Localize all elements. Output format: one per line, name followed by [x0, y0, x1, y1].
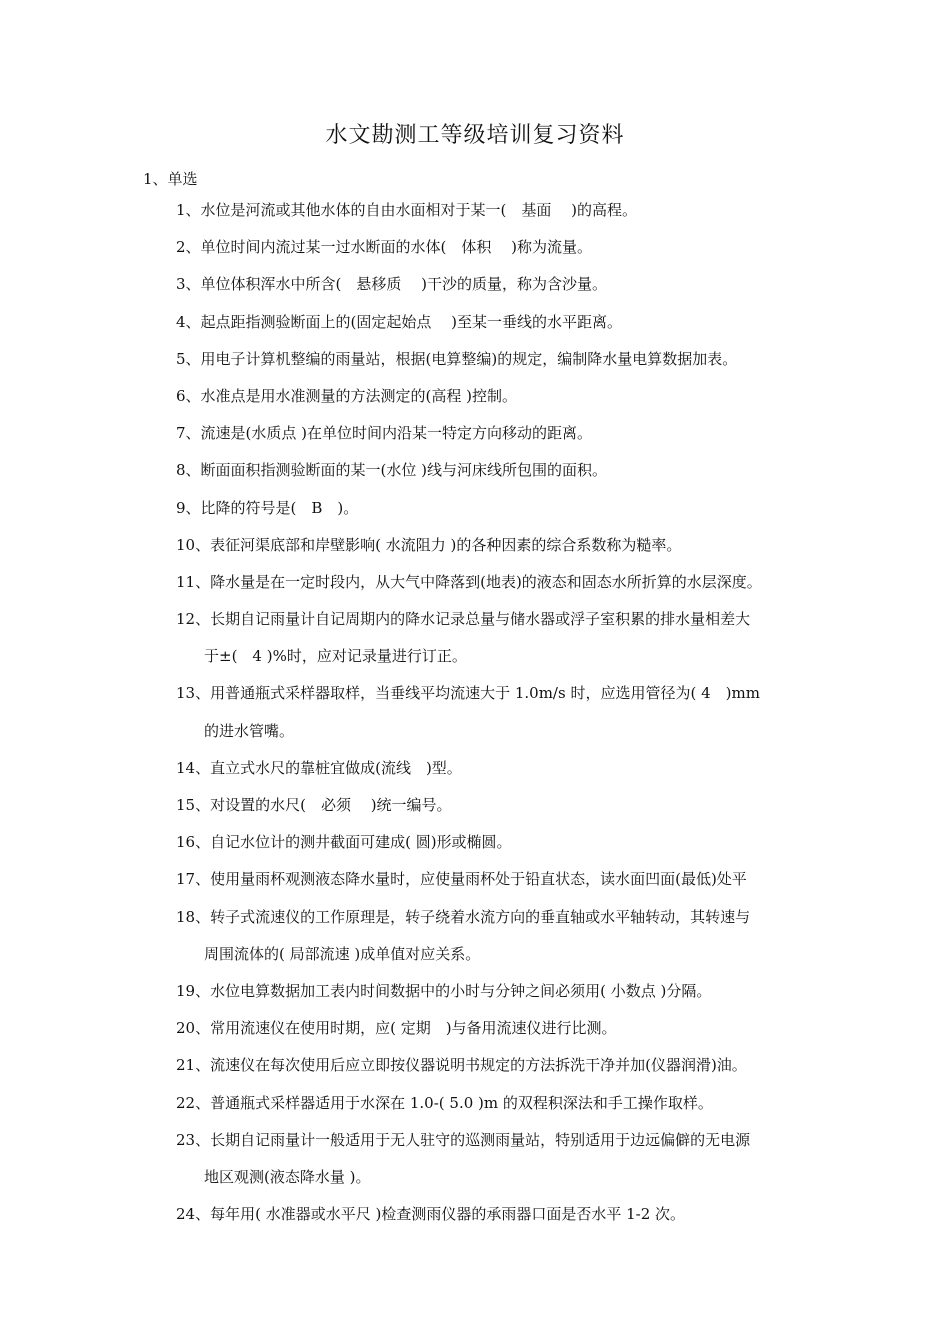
question-line: 24、每年用( 水准器或水平尺 )检查测雨仪器的承雨器口面是否水平 1-2 次。 [176, 1205, 686, 1224]
question-line: 8、断面面积指测验断面的某一(水位 )线与河床线所包围的面积。 [176, 461, 608, 480]
question-line: 16、自记水位计的测井截面可建成( 圆)形或椭圆。 [176, 833, 512, 852]
question-line: 4、起点距指测验断面上的(固定起始点 )至某一垂线的水平距离。 [176, 312, 623, 331]
section-heading: 1、单选 [143, 170, 198, 188]
question-line: 7、流速是(水质点 )在单位时间内沿某一特定方向移动的距离。 [176, 424, 593, 443]
question-line-continuation: 的进水管嘴。 [204, 721, 295, 740]
question-line: 23、长期自记雨量计一般适用于无人驻守的巡测雨量站，特别适用于边远偏僻的无电源 [176, 1130, 751, 1149]
question-line-continuation: 周围流体的( 局部流速 )成单值对应关系。 [204, 944, 481, 963]
question-line: 12、长期自记雨量计自记周期内的降水记录总量与储水器或浮子室积累的排水量相差大 [176, 610, 751, 629]
question-line: 13、用普通瓶式采样器取样，当垂线平均流速大于 1.0m/s 时，应选用管径为( 4 )mm [176, 684, 760, 703]
question-line: 19、水位电算数据加工表内时间数据中的小时与分钟之间必须用( 小数点 )分隔。 [176, 981, 712, 1000]
question-line: 11、降水量是在一定时段内，从大气中降落到(地表)的液态和固态水所折算的水层深度。 [176, 572, 762, 591]
document-title: 水文勘测工等级培训复习资料 [325, 123, 625, 148]
question-line-continuation: 地区观测(液态降水量 )。 [204, 1167, 371, 1186]
question-line-continuation: 于±( 4 )%时，应对记录量进行订正。 [204, 647, 467, 666]
question-line: 22、普通瓶式采样器适用于水深在 1.0-( 5.0 )m 的双程积深法和手工操作取样。 [176, 1093, 713, 1112]
question-line: 3、单位体积浑水中所含( 悬移质 )干沙的质量，称为含沙量。 [176, 275, 608, 294]
question-line: 14、直立式水尺的靠桩宜做成(流线 )型。 [176, 758, 462, 777]
question-line: 10、表征河渠底部和岸壁影响( 水流阻力 )的各种因素的综合系数称为糙率。 [176, 535, 682, 554]
question-line: 6、水准点是用水准测量的方法测定的(高程 )控制。 [176, 386, 518, 405]
question-line: 9、比降的符号是( B )。 [176, 498, 359, 517]
question-line: 2、单位时间内流过某一过水断面的水体( 体积 )称为流量。 [176, 238, 593, 257]
question-line: 21、流速仪在每次使用后应立即按仪器说明书规定的方法拆洗干净并加(仪器润滑)油。 [176, 1056, 747, 1075]
question-line: 17、使用量雨杯观测液态降水量时，应使量雨杯处于铅直状态，读水面凹面(最低)处平 [176, 870, 747, 889]
question-line: 18、转子式流速仪的工作原理是，转子绕着水流方向的垂直轴或水平轴转动，其转速与 [176, 907, 751, 926]
question-list [176, 199, 816, 1240]
question-line: 5、用电子计算机整编的雨量站，根据(电算整编)的规定，编制降水量电算数据加表。 [176, 349, 738, 368]
question-line: 1、水位是河流或其他水体的自由水面相对于某一( 基面 )的高程。 [176, 201, 638, 219]
question-line: 20、常用流速仪在使用时期，应( 定期 )与备用流速仪进行比测。 [176, 1019, 617, 1038]
question-line: 15、对设置的水尺( 必须 )统一编号。 [176, 796, 452, 814]
